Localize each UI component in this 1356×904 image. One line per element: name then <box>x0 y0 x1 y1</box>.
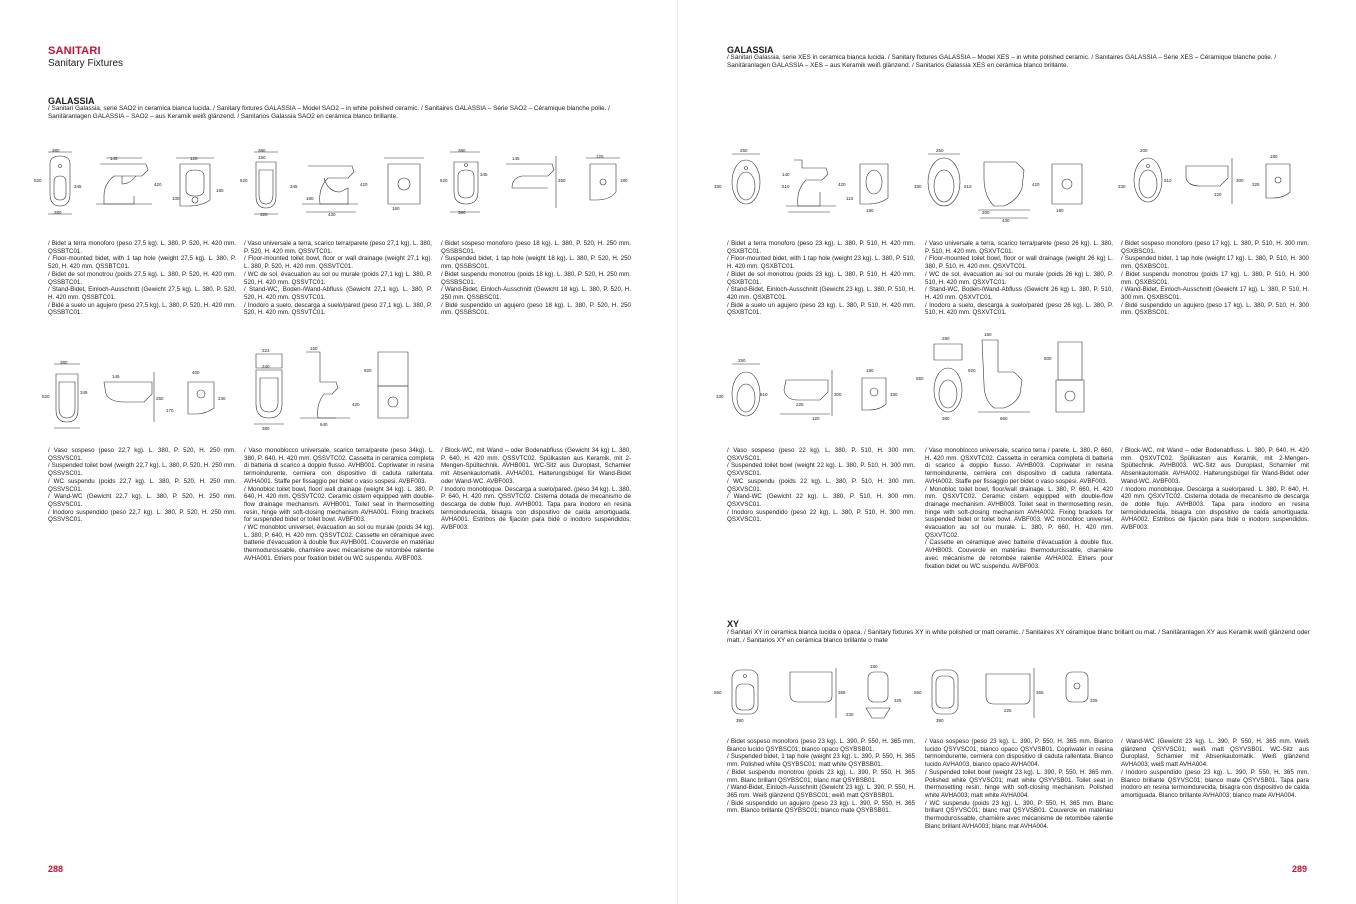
dim-label: 120 <box>1214 192 1222 197</box>
text-de: / Block-WC, mit Wand – oder Bodenabfluss. L. 380, P. 640, H. 420 mm. QSXVTC02. Spülkasten aus Keramik, mit 2-Mengen-Spültechnik. AVHB003. WC-Sitz aus Duroplast, Scharnier mit Absenkautomatik. AVHA002. Halterungsbügel für Wand-Bidet oder Wand-WC. AVBF003. <box>1121 447 1309 485</box>
text-fr: / Bidet suspendu monotrou (poids 17 kg). L. 380, P. 510, H. 300 mm. QSXBSC01. <box>1121 270 1309 286</box>
product-text-monobloc-wc-sao2-a <box>244 447 434 563</box>
dim-label: 430 <box>328 212 336 217</box>
dim-label: 180 <box>866 368 874 373</box>
dim-label: 390 <box>936 718 944 723</box>
section-title: SANITARI <box>48 45 101 57</box>
right-page <box>678 0 1356 904</box>
text-fr: / WC de sol, évacuation au sol ou murale (poids 26 kg) L. 380, P. 510, H. 420 mm. QSXVTC01. <box>925 270 1113 286</box>
text-en: / Suspended toilet bowl (weight 23 kg). L. 390, P. 550, H. 365 mm. Polished white QSYVSC01; matt white QSYVSB01. Toilet seat in thermosetting resin, hinge with soft-closing mechanism. Polished white AVHA003; matt white AVHA004. <box>925 768 1113 799</box>
text-de: / Wand-Bidet, Einloch-Ausschnitt (Gewicht 18 kg). L. 380, P. 520, H. 250 mm. QSSBSC01. <box>441 286 631 301</box>
product-text-monobloc-wc-xes-a <box>925 447 1113 570</box>
text-it: / Bidet a terra monoforo (peso 23 kg). L. 380, P. 510, H. 420 mm. QSXBTC01. <box>727 240 915 255</box>
dim-label: 345 <box>480 172 488 177</box>
dim-label: 345 <box>74 184 82 189</box>
dim-label: 180 <box>1270 154 1278 159</box>
product-text-floor-bidet-sao2 <box>48 240 236 317</box>
drawing-suspended-bidet-xy <box>720 662 916 726</box>
dim-label: 300 <box>834 392 842 397</box>
product-text-monobloc-wc-xes-b <box>1121 447 1309 532</box>
dim-label: 520 <box>42 394 50 399</box>
dim-label: 510 <box>964 184 972 189</box>
dim-label: 500 <box>1044 356 1052 361</box>
dim-label: 380 <box>60 360 68 365</box>
text-de: / Block-WC, mit Wand – oder Bodenabfluss (Gewicht 34 kg) L. 380, P. 640, H. 420 mm. QSSVTC02. Spülkasten aus Keramik, mit 2-Mengen-Spültechnik. AVHB001. WC-Sitz aus Duroplast, Scharnier mit Absenkautomatik. AVHA001. Halterungsbügel für Wand-Bidet oder Wand-WC. AVBF003. <box>441 447 631 485</box>
product-text-suspended-wc-xy-a <box>925 738 1113 830</box>
text-de: / Wand-Bidet, Einloch-Ausschnitt (Gewicht 23 kg). L. 390, P. 550, H. 365 mm. Weiß glänzend QSYBSC01; weiß matt QSYBSB01. <box>727 784 915 799</box>
text-en: / Suspended bidet, 1 tap hole (weight 18 kg). L. 380, P. 520, H. 250 mm. QSSBSC01. <box>441 255 631 271</box>
dim-label: 650 <box>916 376 924 381</box>
dim-label: 145 <box>512 156 520 161</box>
product-text-monobloc-wc-sao2-b <box>441 447 631 532</box>
text-it: / Bidet sospeso monoforo (peso 17 kg). L. 380, P. 510, H. 300 mm. QSXBSC01. <box>1121 240 1309 255</box>
xy-heading: XY <box>727 619 740 629</box>
text-it: / Bidet a terra monoforo (peso 27,5 kg). L. 380, P. 520, H. 420 mm. QSSBTC01. <box>48 240 236 255</box>
dim-label: 330 <box>714 184 722 189</box>
text-de: / Wand-WC (Gewicht 23 kg). L. 390, P. 550, H. 365 mm. Weiß glänzend QSYVSC01; weiß matt QSYVSB01. WC-Sitz aus Duroplast, Scharnier mit Absenkautomatik. Weiß glänzend AVHA003; weiß matt AVHA004. <box>1121 738 1309 769</box>
dim-label: 380 <box>262 426 270 431</box>
dim-label: 160 <box>392 206 400 211</box>
drawing-floor-bidet-sao2 <box>38 148 238 220</box>
dim-label: 290 <box>942 336 950 341</box>
dim-label: 120 <box>812 416 820 421</box>
dim-label: 550 <box>914 690 922 695</box>
text-fr: / WC suspendu (poids 23 kg). L. 390, P. 550, H. 365 mm. Blanc brillant QSYVSC01; blanc mat QSYVSB01. Couvercle en matériau thermodurcissable, charnière avec mécanisme de retombée ralentie Blanc brillant AVHA003; blanc mat AVHA004. <box>925 799 1113 830</box>
text-fr: / WC monobloc universel, évacuation au sol ou murale (poids 34 kg). L. 380, P. 640, H. 420 mm. QSSVTC02. Cassette en céramique avec batterie d'évacuation à double flux AVHB001. Couvercle en matériau thermodurcissable, charnière avec mécanisme de retombée ralentie AVHA001. Etriers pour fixation bidet ou WC suspendu. AVBF003. <box>244 524 434 562</box>
text-de: / Stand-WC, Boden-/Wand-Abfluss (Gewicht 26 kg) L. 380, P. 510, H. 420 mm. QSXVTC01. <box>925 286 1113 301</box>
text-en: / Floor-mounted toilet bowl, floor or wall drainage (weight 27,1 kg). L. 380, P. 520, H. 420 mm. QSSVTC01. <box>244 255 432 271</box>
dim-label: 365 <box>1036 690 1044 695</box>
text-de: / Stand-Bidet, Einloch-Ausschnitt (Gewicht 23 kg). L. 380, P. 510, H. 420 mm. QSXBTC01. <box>727 286 915 301</box>
drawing-floor-wc-sao2 <box>244 148 440 220</box>
dim-label: 520 <box>440 178 448 183</box>
dim-label: 145 <box>112 374 120 379</box>
text-es: / Bidé suspendido un agujero (peso 18 kg). L. 380, P. 520, H. 250 mm. QSSBSC01. <box>441 301 631 317</box>
dim-label: 240 <box>262 364 270 369</box>
text-en: / Floor-mounted bidet, with 1 tap hole (weight 27,5 kg). L. 380, P. 520, H. 420 mm. QSSBTC01. <box>48 255 236 271</box>
dim-label: 150 <box>310 346 318 351</box>
dim-label: 250 <box>738 358 746 363</box>
text-de: / Wand-Bidet, Einloch-Ausschnitt (Gewicht 17 kg). L. 380, P. 510, H. 300 mm. QSXBSC01. <box>1121 286 1309 301</box>
text-de: / Wand-WC (Gewicht 22 kg). L. 380, P. 510, H. 300 mm. QSXVSC01. <box>727 493 915 508</box>
text-fr: / WC suspendu (poids 22,7 kg). L. 380, P. 520, H. 250 mm. QSSVSC01. <box>48 477 236 493</box>
section-subtitle: Sanitary Fixtures <box>48 58 124 69</box>
dim-label: 230 <box>846 712 854 717</box>
text-fr: / Bidet de sol monotrou (poids 27,5 kg). L. 380, P. 520, H. 420 mm. QSSBTC01. <box>48 270 236 286</box>
text-en: / Floor-mounted bidet, with 1 tap hole (weight 23 kg). L. 380, P. 510, H. 420 mm. QSXBTC01. <box>727 255 915 271</box>
text-fr: / Cassette en céramique avec batterie d'évacuation à double flux. AVHB003. Couvercle en matériau thermodurcissable, charnière avec mécanisme de retombée ralentie AVHA002. Etriers pour fixation bidet ou WC suspendu. AVBF003. <box>925 539 1113 570</box>
dim-label: 100 <box>172 196 180 201</box>
dim-label: 420 <box>838 182 846 187</box>
drawing-floor-bidet-xes <box>720 148 916 220</box>
product-text-suspended-wc-sao2 <box>48 447 236 524</box>
text-es: / Inodoro monobloque. Descarga a suelo/pared. (peso 34 kg). L. 380, P. 640, H. 420 mm. QSSVTC02. Cisterna dotada de mecanismo de descarga de doble flujo. AVHB001. Tapa para inodoro en resina termoindurecida, bisagra con dispositivo de caída amortiguada. AVHA001. Estribos de fijación para bidé o inodoro suspendidos. AVBF003. <box>441 485 631 532</box>
product-text-suspended-bidet-xy <box>727 738 915 815</box>
xy-intro: / Sanitari XY in ceramica bianca lucida o opaca. / Sanitary fixtures XY in white polished or matt ceramic. / Sanitaires XY céramique blanc brillant ou mat. / Sanitäranlagen XY aus Keramik weiß glänzend oder matt. / Sanitarios XY en cerámica blanco brillante o mate <box>727 629 1310 644</box>
text-es: / Bidé suspendido un agujero (peso 23 kg). L. 390, P. 550, H. 365 mm. Blanco brillante QSYBSC01; blanco mate QSYBSB01. <box>727 799 915 815</box>
dim-label: 325 <box>1252 182 1260 187</box>
dim-label: 250 <box>936 148 944 153</box>
text-de: / Stand-WC, Boden-/Wand-Abfluss (Gewicht 27,1 kg). L. 380, P. 520, H. 420 mm. QSSVTC01. <box>244 286 432 301</box>
dim-label: 330 <box>1118 184 1126 189</box>
dim-label: 180 <box>306 196 314 201</box>
dim-label: 920 <box>364 368 372 373</box>
dim-label: 550 <box>714 690 722 695</box>
dim-label: 150 <box>258 155 266 160</box>
dim-label: 380 <box>458 148 466 153</box>
dim-label: 420 <box>1032 182 1040 187</box>
text-en: / Suspended toilet bowl (weight 22 kg). L. 380, P. 510, H. 300 mm. QSXVSC01. <box>727 462 915 478</box>
drawing-suspended-bidet-xes <box>1124 148 1320 220</box>
dim-label: 430 <box>1002 218 1010 223</box>
product-text-floor-wc-xes <box>925 240 1113 317</box>
dim-label: 180 <box>620 178 628 183</box>
dim-label: 390 <box>736 718 744 723</box>
text-es: / Inodoro suspendido (peso 22 kg). L. 380, P. 510, H. 300 mm. QSXVSC01. <box>727 508 915 524</box>
dim-label: 170 <box>166 408 174 413</box>
text-it: / Vaso monoblocco universale, scarico terra / parete. L. 380, P. 660, H. 420 mm. QSXVTC02. Cassetta in ceramica completa di batteria di scarico a doppio flusso. AVHB003. Copriwater in resina termoindurente, cerniera con dispositivo di caduta rallentata. AVHA002. Staffe per fissaggio per bidet o vaso sospesi. AVBF003. <box>925 447 1113 485</box>
product-text-suspended-bidet-sao2 <box>441 240 631 317</box>
product-text-floor-wc-sao2 <box>244 240 432 317</box>
dim-label: 380 <box>54 210 62 215</box>
dim-label: 145 <box>110 156 118 161</box>
dim-label: 380 <box>458 210 466 215</box>
drawing-monobloc-wc-sao2 <box>240 346 440 432</box>
dim-label: 140 <box>782 172 790 177</box>
dim-label: 660 <box>1000 416 1008 421</box>
text-en: / Monobloc toilet bowl, floor/wall drainage. L. 380, P. 660, H. 420 mm. QSXVTC02. Ceramic cistern equipped with double-flow drainage mechanism. AVHB003. Toilet seat in thermosetting resin, hinge with soft-closing mechanism AVHA002. Fixing brackets for suspended bidet or toilet bowl. AVBF003. WC monobloc universel, évacuation au sol ou murale. L. 380, P. 660, H. 420 mm. QSXVTC02. <box>925 485 1113 539</box>
product-text-suspended-bidet-xes <box>1121 240 1309 317</box>
text-en: / Floor-mounted toilet bowl, floor or wall drainage (weight 26 kg) L. 380, P. 510, H. 420 mm. QSXVTC01. <box>925 255 1113 271</box>
dim-label: 180 <box>216 188 224 193</box>
dim-label: 380 <box>942 416 950 421</box>
dim-label: 325 <box>1090 698 1098 703</box>
dim-label: 250 <box>740 148 748 153</box>
dim-label: 365 <box>838 690 846 695</box>
text-de: / Wand-WC (Gewicht 22,7 kg). L. 380, P. 520, H. 250 mm. QSSVSC01. <box>48 493 236 508</box>
drawing-suspended-wc-sao2 <box>40 360 240 432</box>
text-en: / Suspended bidet, 1 tap hole (weight 17 kg). L. 380, P. 510, H. 300 mm. QSXBSC01. <box>1121 255 1309 271</box>
galassia-sao2-intro: / Sanitari Galassia, serie SAO2 in ceramica bianca lucida. / Sanitary fixtures GALASSIA – Model SAO2 – in white polished ceramic. / Sanitaires GALASSIA – Série SAO2 – Céramique blanche polie. / Sanitäranlagen GALASSIA – SAO2 – aus Keramik weiß glänzend. / Sanitarios Galassia SAO2 en cerámica blanco brillante. <box>48 105 610 120</box>
dim-label: 120 <box>190 156 198 161</box>
dim-label: 920 <box>968 368 976 373</box>
dim-label: 520 <box>34 178 42 183</box>
text-de: / Stand-Bidet, Einloch-Ausschnitt (Gewicht 27,5 kg). L. 380, P. 520, H. 420 mm. QSSBTC01. <box>48 286 236 301</box>
text-es: / Bidé suspendido un agujero (peso 17 kg). L. 380, P. 510, H. 300 mm. QSXBSC01. <box>1121 301 1309 317</box>
dim-label: 510 <box>760 392 768 397</box>
dim-label: 250 <box>156 396 164 401</box>
dim-label: 230 <box>218 396 226 401</box>
text-es: / Inodoro a suelo, descarga a suelo/pared (peso 26 kg). L. 380, P. 510, H. 420 mm. QSXVTC01. <box>925 301 1113 317</box>
text-it: / Vaso universale a terra, scarico terra/parete (peso 26 kg). L. 380, P. 510, H. 420 mm. QSXVTC01. <box>925 240 1113 255</box>
dim-label: 120 <box>596 154 604 159</box>
text-es: / Inodoro monobloque. Descarga a suelo/pared. L. 380, P. 640, H. 420 mm. QSXVTC02. Cisterna dotada de mecanismo de descarga de doble flujo. AVHB003. Tapa para inodoro en resina termoindurecida, bisagra con dispositivo de caída amortiguada. AVHA002. Estribos de fijación para bidé o inodoro suspendidos. AVBF003. <box>1121 485 1309 532</box>
dim-label: 510 <box>782 184 790 189</box>
dim-label: 380 <box>258 148 266 153</box>
dim-label: 420 <box>154 182 162 187</box>
text-fr: / Bidet suspendu monotrou (poids 18 kg). L. 380, P. 520, H. 250 mm. QSSBSC01. <box>441 270 631 286</box>
page-number: 289 <box>1292 864 1308 874</box>
product-text-floor-bidet-xes <box>727 240 915 317</box>
dim-label: 325 <box>894 698 902 703</box>
dim-label: 420 <box>360 182 368 187</box>
drawing-suspended-wc-xy <box>920 662 1116 726</box>
text-it: / Vaso universale a terra, scarico terra/parete (peso 27,1 kg). L. 380, P. 520, H. 420 mm. QSSVTC01. <box>244 240 432 255</box>
product-text-suspended-wc-xy-b <box>1121 738 1309 800</box>
drawing-monobloc-wc-xes <box>920 332 1120 428</box>
galassia-sao2-heading: GALASSIA <box>48 96 95 106</box>
text-it: / Vaso monoblocco universale, scarico terra/parete (peso 34kg). L. 380, P. 640, H. 420 mm. QSSVTC02. Cassetta in ceramica completa di batteria di scarico a doppio flusso. AVHB001. Copriwater in resina termoindurente, cerniera con dispositivo di caduta rallentata. AVHA001. Staffe per fissaggio per bidet o vaso sospesi. AVBF003. <box>244 447 434 485</box>
text-it: / Vaso sospeso (peso 23 kg). L. 390, P. 550, H. 365 mm. Bianco lucido QSYVSC01; bianco opaco QSYVSB01. Copriwater in resina termoindurente, cerniera con dispositivo di caduta rallentata. Bianco lucido AVHA003, bianco opaco AVHA004. <box>925 738 1113 769</box>
text-es: / Bidé a suelo un agujero (peso 27,5 kg). L. 380, P. 520, H. 420 mm. QSSBTC01. <box>48 301 236 317</box>
dim-label: 640 <box>320 422 328 427</box>
dim-label: 380 <box>52 148 60 153</box>
dim-label: 345 <box>80 390 88 395</box>
dim-label: 200 <box>1140 148 1148 153</box>
dim-label: 110 <box>846 196 854 201</box>
text-en: / Suspended bidet, 1 tap hole (weight 23 kg). L. 390, P. 550, H. 365 mm. Polished white QSYBSC01; matt white QSYBSB01. <box>727 753 915 769</box>
galassia-xes-heading: GALASSIA <box>727 45 774 55</box>
dim-label: 180 <box>1056 208 1064 213</box>
text-it: / Vaso sospeso (peso 22 kg). L. 380, P. 510, H. 300 mm. QSXVSC01. <box>727 447 915 462</box>
text-it: / Bidet sospeso monoforo (peso 23 kg). L. 390, P. 550, H. 365 mm. Bianco lucido QSYBSC01; bianco opaco QSYBSB01. <box>727 738 915 753</box>
dim-label: 330 <box>890 392 898 397</box>
text-it: / Vaso sospeso (peso 22,7 kg). L. 380, P. 520, H. 250 mm. QSSVSC01. <box>48 447 236 462</box>
dim-label: 300 <box>1236 178 1244 183</box>
text-en: / Monobloc toilet bowl, floor/ wall drainage (weight 34 kg). L. 380, P. 640, H. 420 mm. QSSVTC02. Ceramic cistern equipped with double-flow drainage mechanism. AVHB001. Toilet seat in thermosetting resin, hinge with soft-closing mechanism AVHA001. Fixing brackets for suspended bidet or toilet bowl. AVBF003. <box>244 485 434 524</box>
page-number: 288 <box>48 864 64 874</box>
dim-label: 345 <box>290 184 298 189</box>
drawing-floor-wc-xes <box>920 148 1116 224</box>
text-it: / Bidet sospeso monoforo (peso 18 kg). L. 380, P. 520, H. 250 mm. QSSBSC01. <box>441 240 631 255</box>
dim-label: 330 <box>716 394 724 399</box>
dim-label: 150 <box>984 332 992 337</box>
dim-label: 225 <box>796 402 804 407</box>
text-fr: / WC de sol, évacuation au sol ou murale (poids 27,1 kg) L. 380, P. 520, H. 420 mm. QSSVTC01. <box>244 270 432 286</box>
dim-label: 320 <box>260 212 268 217</box>
product-text-suspended-wc-xes <box>727 447 915 524</box>
dim-label: 330 <box>914 184 922 189</box>
dim-label: 323 <box>262 348 270 353</box>
text-fr: / Bidet suspendu monotrou (poids 23 kg). L. 390, P. 550, H. 365 mm. Blanc brillant QSYBSC01; blanc mat QSYBSB01. <box>727 768 915 784</box>
text-es: / Inodoro suspendido (peso 23 kg). L. 390, P. 550, H. 365 mm. Blanco brillante QSYVSC01; blanco mate QSYVSB01. Tapa para inodoro en resina termoindurecida, bisagra con dispositivo de caída amortiguada. Blanco brillante AVHA003; blanco mate AVHA004. <box>1121 768 1309 799</box>
dim-label: 420 <box>352 402 360 407</box>
dim-label: 180 <box>870 664 878 669</box>
dim-label: 250 <box>558 178 566 183</box>
dim-label: 520 <box>240 178 248 183</box>
dim-label: 510 <box>1164 178 1172 183</box>
dim-label: 200 <box>982 210 990 215</box>
dim-label: 180 <box>866 208 874 213</box>
text-en: / Suspended toilet bowl (weigth 22,7 kg). L. 380, P. 520, H. 250 mm. QSSVSC01. <box>48 462 236 478</box>
dim-label: 400 <box>192 370 200 375</box>
text-es: / Inodoro suspendido (peso 22,7 kg). L. 380, P. 520, H. 250 mm. QSSVSC01. <box>48 508 236 524</box>
text-fr: / WC suspendu (poids 22 kg). L. 380, P. 510, H. 300 mm. QSXVSC01. <box>727 477 915 493</box>
drawing-suspended-bidet-sao2 <box>440 148 636 220</box>
text-es: / Bidé a suelo un agujero (peso 23 kg). L. 380, P. 510, H. 420 mm. QSXBTC01. <box>727 301 915 317</box>
text-es: / Inodoro a suelo, descarga a suelo/pared (peso 27,1 kg). L. 380, P. 520, H. 420 mm. QSSVTC01. <box>244 301 432 317</box>
galassia-xes-intro: / Sanitari Galassia, serie XES in ceramica bianca lucida. / Sanitary fixtures GALASSIA – Model XES – in white polished ceramic. / Sanitaires GALASSIA – Série XES – Céramique blanche polie. / Sanitäranlagen GALASSIA – XES – aus Keramik weiß glänzend. / Sanitarios Galassia XES en cerámica blanco brillante. <box>727 54 1277 69</box>
dim-label: 225 <box>1004 708 1012 713</box>
text-fr: / Bidet de sol monotrou (poids 23 kg). L. 380, P. 510, H. 420 mm. QSXBTC01. <box>727 270 915 286</box>
